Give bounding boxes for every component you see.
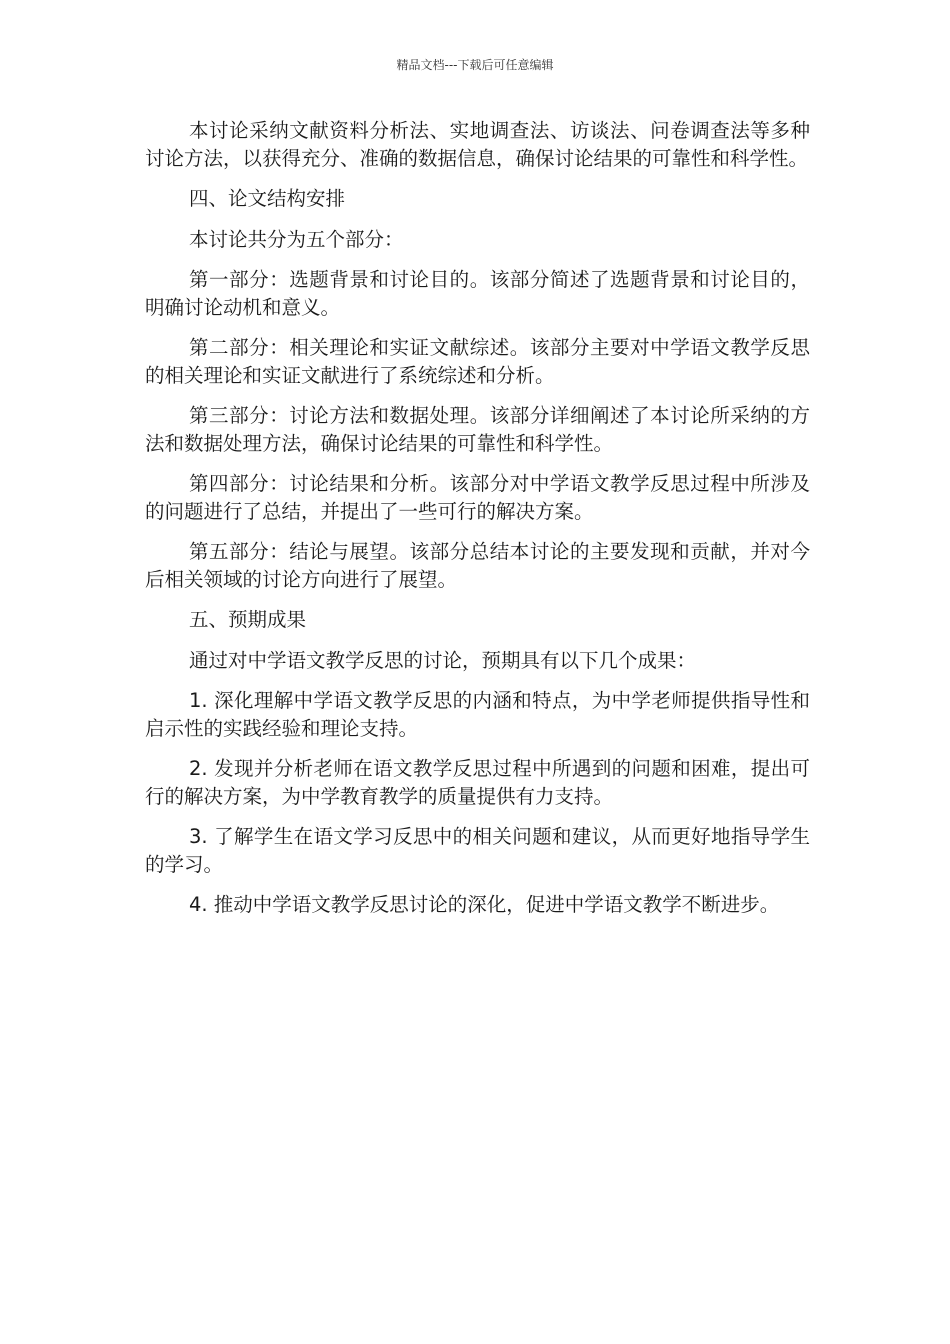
- paragraph-part-three: 第三部分：讨论方法和数据处理。该部分详细阐述了本讨论所采纳的方法和数据处理方法，确保讨论结果的可靠性和科学性。: [145, 404, 810, 455]
- outcome-item-3: 3. 了解学生在语文学习反思中的相关问题和建议，从而更好地指导学生的学习。: [145, 825, 810, 876]
- document-body: [145, 117, 810, 932]
- outcome-item-4: 4. 推动中学语文教学反思讨论的深化，促进中学语文教学不断进步。: [189, 893, 780, 916]
- paragraph-methods: 本讨论采纳文献资料分析法、实地调查法、访谈法、问卷调查法等多种讨论方法，以获得充分、准确的数据信息，确保讨论结果的可靠性和科学性。: [145, 119, 810, 170]
- section-heading-outcomes: 五、预期成果: [189, 608, 307, 631]
- page-header: 精品文档---下载后可任意编辑: [396, 58, 554, 72]
- paragraph-part-five: 第五部分：结论与展望。该部分总结本讨论的主要发现和贡献，并对今后相关领域的讨论方向进行了展望。: [145, 540, 810, 591]
- paragraph-outcomes-intro: 通过对中学语文教学反思的讨论，预期具有以下几个成果：: [189, 648, 697, 672]
- paragraph-part-one: 第一部分：选题背景和讨论目的。该部分简述了选题背景和讨论目的，明确讨论动机和意义。: [145, 268, 810, 319]
- section-heading-structure: 四、论文结构安排: [189, 187, 346, 210]
- paragraph-structure-intro: 本讨论共分为五个部分：: [189, 227, 404, 251]
- paragraph-part-four: 第四部分：讨论结果和分析。该部分对中学语文教学反思过程中所涉及的问题进行了总结，并提出了一些可行的解决方案。: [145, 472, 810, 523]
- paragraph-part-two: 第二部分：相关理论和实证文献综述。该部分主要对中学语文教学反思的相关理论和实证文献进行了系统综述和分析。: [145, 336, 810, 387]
- outcome-item-2: 2. 发现并分析老师在语文教学反思过程中所遇到的问题和困难，提出可行的解决方案，为中学教育教学的质量提供有力支持。: [145, 757, 810, 808]
- outcome-item-1: 1. 深化理解中学语文教学反思的内涵和特点，为中学老师提供指导性和启示性的实践经验和理论支持。: [145, 689, 810, 740]
